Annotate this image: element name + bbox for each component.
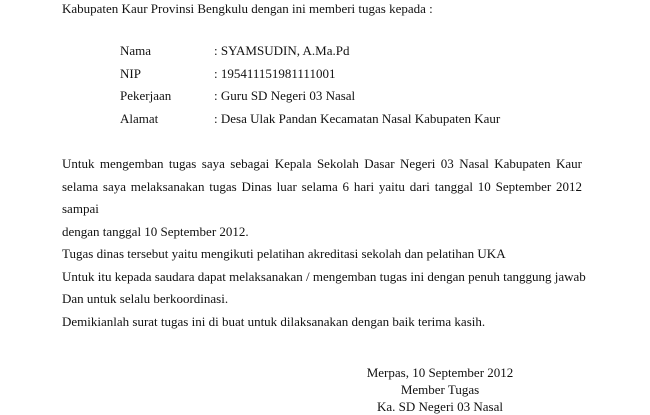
assignee-value-name: : SYAMSUDIN, A.Ma.Pd — [214, 43, 350, 59]
signature-role: Member Tugas — [400, 382, 480, 397]
body-line-coordination: Dan untuk selalu berkoordinasi. — [62, 291, 229, 306]
assignee-label-address: Alamat — [120, 110, 159, 126]
body-line-duration: selama saya melaksanakan tugas Dinas luar selama 6 hari yaitu dari tanggal 10 September 2012 sampai — [62, 178, 582, 216]
assignee-row-occupation — [120, 85, 500, 108]
assignee-row-name — [120, 40, 500, 63]
intro-line: Kabupaten Kaur Provinsi Bengkulu dengan ini memberi tugas kepada : — [62, 1, 433, 16]
body-line-closing: Demikianlah surat tugas ini di buat untuk dilaksanakan dengan baik terima kasih. — [62, 313, 486, 329]
signature-place-date: Merpas, 10 September 2012 — [366, 365, 514, 380]
body-line-responsibility: Untuk itu kepada saudara dapat melaksanakan / mengemban tugas ini dengan penuh tanggung jawab — [62, 268, 586, 284]
body-line-end-date: dengan tanggal 10 September 2012. — [62, 223, 249, 239]
signature-block — [340, 364, 540, 415]
assignee-value-address: : Desa Ulak Pandan Kecamatan Nasal Kabupaten Kaur — [214, 110, 501, 126]
assignee-value-nip: : 195411151981111001 — [214, 65, 336, 81]
assignee-label-name: Nama — [120, 43, 152, 59]
assignee-label-occupation: Pekerjaan — [120, 88, 172, 104]
assignee-row-nip — [120, 63, 500, 86]
assignee-value-occupation: : Guru SD Negeri 03 Nasal — [214, 88, 356, 104]
assignee-details-table — [120, 40, 500, 130]
letter-body — [62, 153, 586, 333]
signature-title-partial: Ka. SD Negeri 03 Nasal — [377, 399, 503, 414]
body-line-training: Tugas dinas tersebut yaitu mengikuti pelatihan akreditasi sekolah dan pelatihan UKA — [62, 246, 506, 261]
assignee-row-address — [120, 108, 500, 131]
body-line-assignment: Untuk mengemban tugas saya sebagai Kepala Sekolah Dasar Negeri 03 Nasal Kabupaten Kaur — [62, 156, 582, 171]
assignee-label-nip: NIP — [120, 65, 141, 81]
